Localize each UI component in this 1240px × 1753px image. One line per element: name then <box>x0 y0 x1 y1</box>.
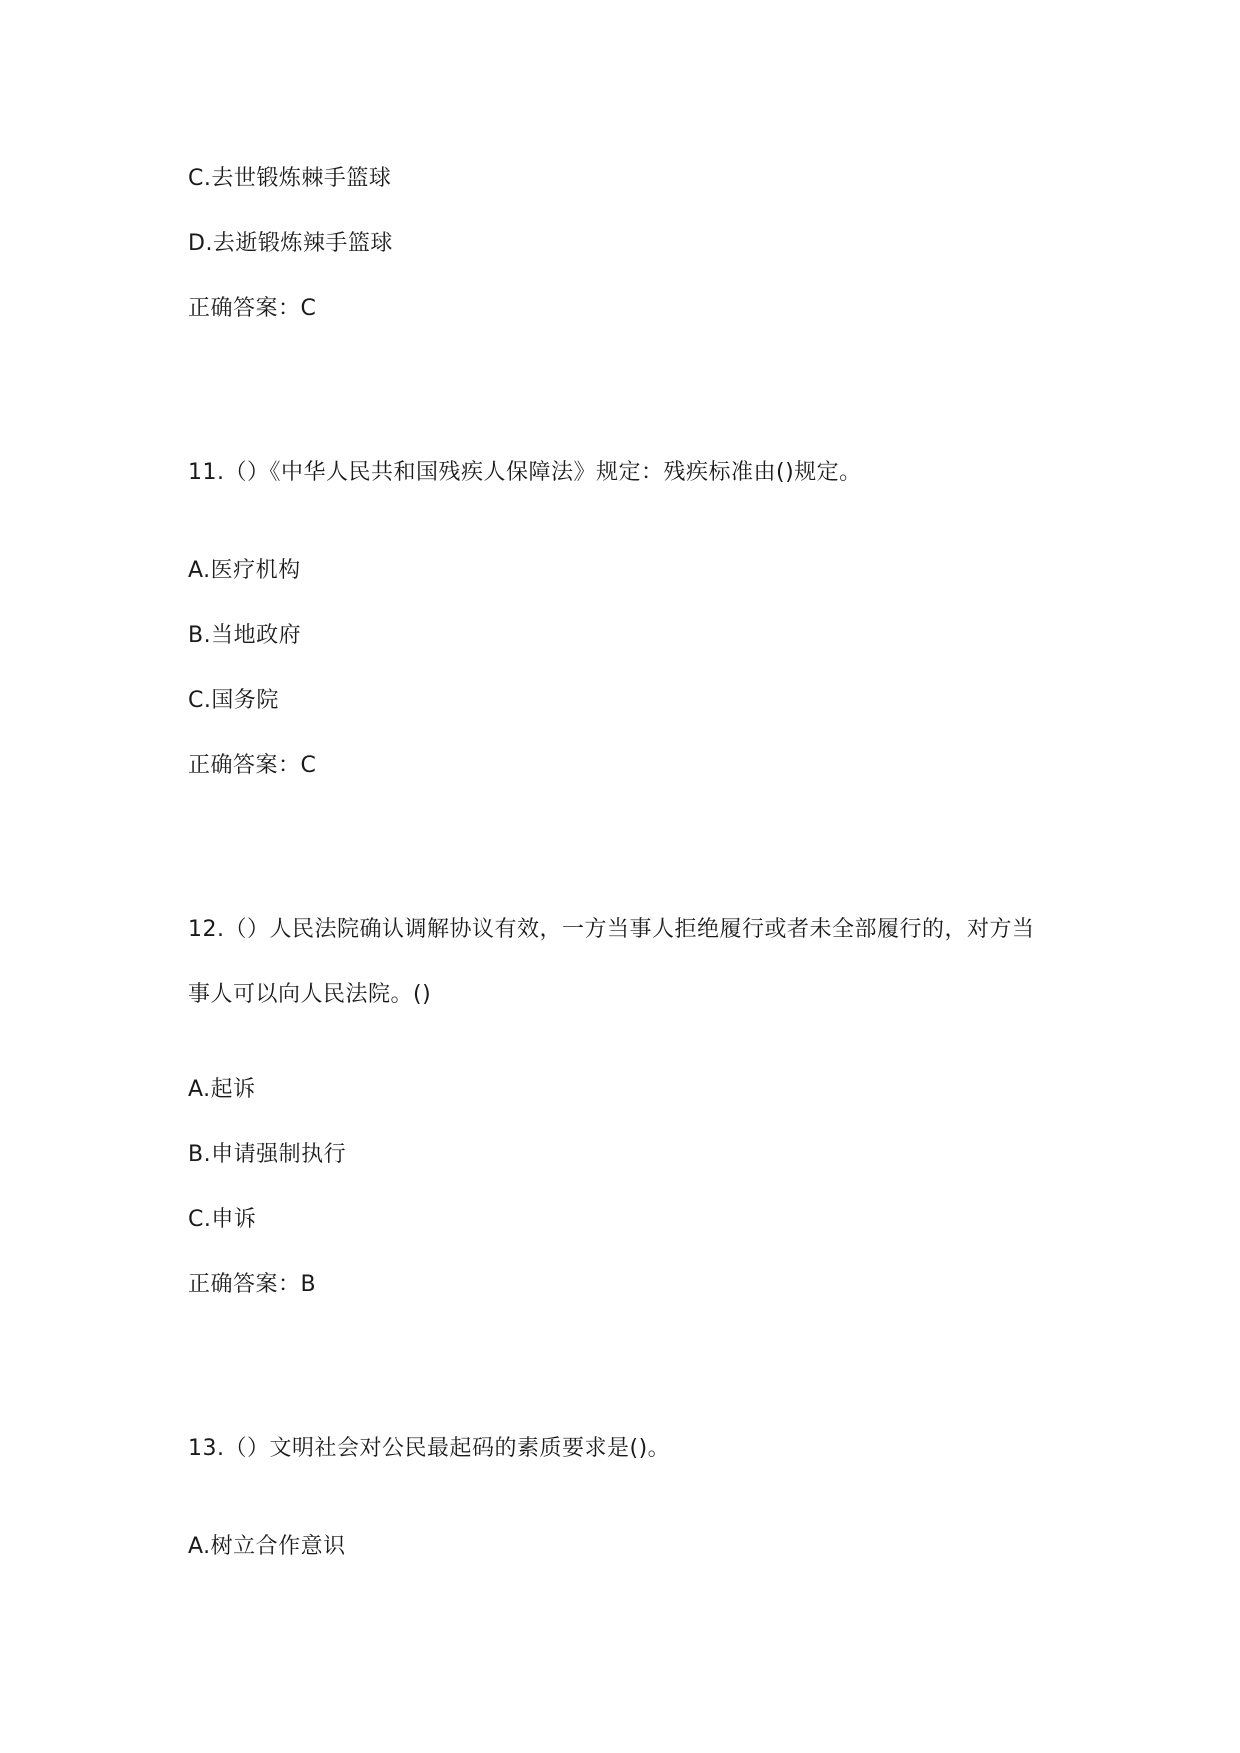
q11-option-a: A.医疗机构 <box>188 558 301 583</box>
q11-option-b: B.当地政府 <box>188 623 302 648</box>
q12-stem-line-2: 事人可以向人民法院。() <box>188 982 432 1007</box>
q13-stem: 13.（）文明社会对公民最起码的素质要求是()。 <box>188 1436 671 1461</box>
q10-answer: 正确答案：C <box>188 296 317 321</box>
q11-answer: 正确答案：C <box>188 753 317 778</box>
q10-option-c: C.去世锻炼棘手篮球 <box>188 166 392 191</box>
q12-option-c: C.申诉 <box>188 1207 257 1232</box>
q12-option-a: A.起诉 <box>188 1077 256 1102</box>
q11-stem: 11.（）《中华人民共和国残疾人保障法》规定：残疾标准由()规定。 <box>188 460 862 485</box>
q12-answer: 正确答案：B <box>188 1272 317 1297</box>
q10-option-d: D.去逝锻炼辣手篮球 <box>188 231 393 256</box>
q12-stem-line-1: 12.（）人民法院确认调解协议有效，一方当事人拒绝履行或者未全部履行的，对方当 <box>188 917 1035 942</box>
q11-option-c: C.国务院 <box>188 688 279 713</box>
q13-option-a: A.树立合作意识 <box>188 1534 346 1559</box>
q12-option-b: B.申请强制执行 <box>188 1142 347 1167</box>
